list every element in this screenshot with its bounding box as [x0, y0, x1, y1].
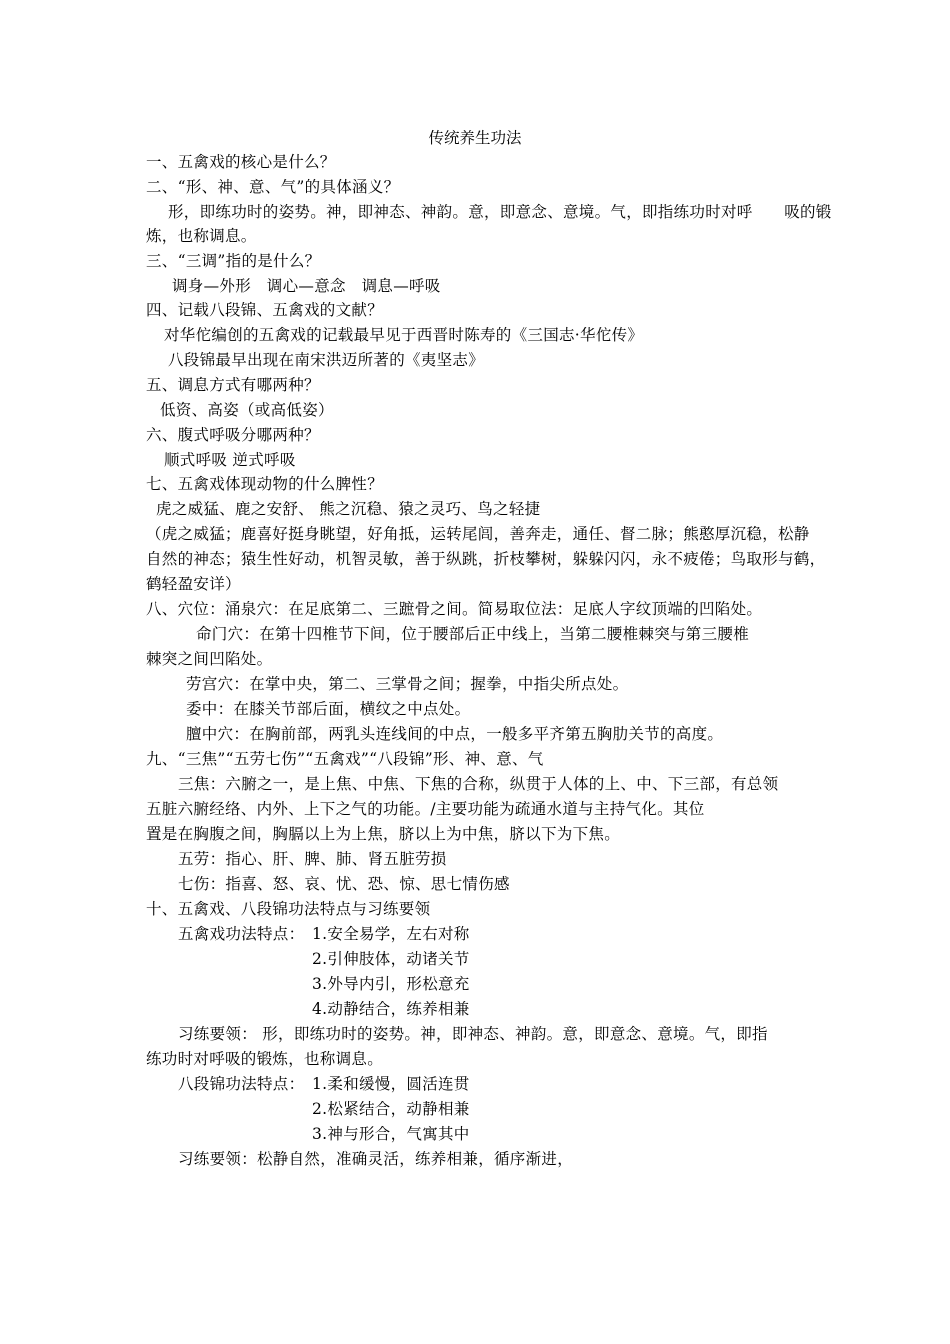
answer-9-line-5: 七伤：指喜、怒、哀、忧、恐、惊、思七情伤感: [178, 875, 510, 893]
page-title: 传统养生功法: [428, 129, 522, 147]
answer-7-line-2: （虎之威猛；鹿喜好挺身眺望，好角抵，运转尾闾，善奔走，通任、督二脉；熊憨厚沉稳，松静: [146, 525, 810, 543]
answer-8-line-5: 膻中穴：在胸前部，两乳头连线间的中点，一般多平齐第五胸肋关节的高度。: [186, 725, 724, 743]
question-8: 八、穴位：涌泉穴：在足底第二、三蹠骨之间。简易取位法：足底人字纹顶端的凹陷处。: [146, 600, 763, 618]
answer-8-line-1: 命门穴：在第十四椎节下间，位于腰部后正中线上，当第二腰椎棘突与第三腰椎: [196, 625, 750, 643]
baduanjin-feature-1: 1.柔和缓慢，圆活连贯: [312, 1075, 470, 1093]
answer-3: 调身—外形 调心—意念 调息—呼吸: [172, 277, 441, 295]
baduanjin-feature-3: 3.神与形合，气寓其中: [312, 1125, 470, 1143]
question-6: 六、腹式呼吸分哪两种？: [146, 426, 320, 444]
answer-7-line-3: 自然的神态；猿生性好动，机智灵敏，善于纵跳，折枝攀树，躲躲闪闪，永不疲倦；鸟取形与鹤，: [146, 550, 826, 568]
question-5: 五、调息方式有哪两种？: [146, 376, 320, 394]
wuqinxi-feature-4: 4.动静结合，练养相兼: [312, 1000, 470, 1018]
baduanjin-feature-2: 2.松紧结合，动静相兼: [312, 1100, 470, 1118]
wuqinxi-features-label: 五禽戏功法特点：: [178, 925, 305, 943]
answer-4-line-1: 对华佗编创的五禽戏的记载最早见于西晋时陈寿的《三国志·华佗传》: [164, 326, 644, 344]
answer-9-line-1: 三焦：六腑之一，是上焦、中焦、下焦的合称，纵贯于人体的上、中、下三部，有总领: [178, 775, 779, 793]
wuqinxi-feature-3: 3.外导内引，形松意充: [312, 975, 470, 993]
answer-7-line-4: 鹤轻盈安详）: [146, 575, 241, 593]
answer-5: 低资、高姿（或高低姿）: [160, 401, 334, 419]
question-9: 九、“三焦”“五劳七伤”“五禽戏”“八段锦”形、神、意、气: [146, 750, 544, 768]
baduanjin-features-label: 八段锦功法特点：: [178, 1075, 305, 1093]
question-3: 三、“三调”指的是什么？: [146, 252, 321, 270]
baduanjin-requirements: 习练要领：松静自然，准确灵活，练养相兼，循序渐进，: [178, 1150, 574, 1168]
answer-6: 顺式呼吸 逆式呼吸: [164, 451, 296, 469]
question-2: 二、“形、神、意、气”的具体涵义？: [146, 178, 400, 196]
answer-2-line-2: 炼，也称调息。: [146, 227, 257, 245]
question-4: 四、记载八段锦、五禽戏的文献？: [146, 301, 384, 319]
question-1: 一、五禽戏的核心是什么？: [146, 153, 336, 171]
answer-8-line-4: 委中：在膝关节部后面，横纹之中点处。: [186, 700, 471, 718]
question-7: 七、五禽戏体现动物的什么脾性？: [146, 475, 384, 493]
answer-7-line-1: 虎之威猛、鹿之安舒、 熊之沉稳、猿之灵巧、鸟之轻捷: [156, 500, 541, 518]
answer-4-line-2: 八段锦最早出现在南宋洪迈所著的《夷坚志》: [168, 351, 485, 369]
wuqinxi-requirements-line-2: 练功时对呼吸的锻炼，也称调息。: [146, 1050, 384, 1068]
wuqinxi-feature-1: 1.安全易学，左右对称: [312, 925, 470, 943]
wuqinxi-requirements-line-1: 习练要领： 形，即练功时的姿势。神，即神态、神韵。意，即意念、意境。气，即指: [178, 1025, 768, 1043]
answer-9-line-2: 五脏六腑经络、内外、上下之气的功能。/主要功能为疏通水道与主持气化。其位: [146, 800, 705, 818]
answer-2-line-1: 形，即练功时的姿势。神，即神态、神韵。意，即意念、意境。气，即指练功时对呼 吸的锻: [168, 203, 832, 221]
question-10: 十、五禽戏、八段锦功法特点与习练要领: [146, 900, 431, 918]
answer-9-line-3: 置是在胸腹之间，胸膈以上为上焦，脐以上为中焦，脐以下为下焦。: [146, 825, 621, 843]
answer-9-line-4: 五劳：指心、肝、脾、肺、肾五脏劳损: [178, 850, 447, 868]
answer-8-line-3: 劳宫穴：在掌中央，第二、三掌骨之间；握拳，中指尖所点处。: [186, 675, 629, 693]
wuqinxi-feature-2: 2.引伸肢体，动诸关节: [312, 950, 470, 968]
answer-8-line-2: 棘突之间凹陷处。: [146, 650, 273, 668]
